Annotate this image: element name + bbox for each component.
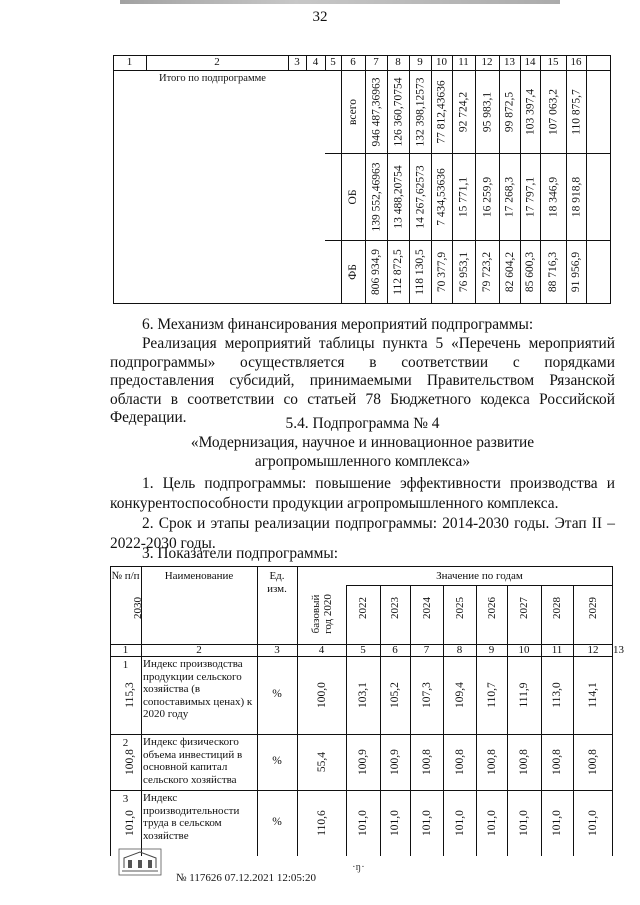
indicator-value: 55,4 (315, 751, 328, 773)
column-number: 13 (613, 644, 624, 656)
table-col-line (380, 585, 381, 856)
table-col-line (476, 585, 477, 856)
table-col-line (499, 55, 500, 304)
funding-value: 7 434,53636 (435, 167, 448, 226)
page-number: 32 (312, 9, 328, 25)
funding-value: 70 377,9 (435, 251, 448, 293)
table-col-line (507, 585, 508, 856)
section-6-body: Реализация мероприятий таблицы пункта 5 «Перечень мероприятий подпрограммы» осуществляется в соответствии с порядками предоставления субсидий, принимаемыми Правительством Рязанской области в соответствии со статьей 78 Бюджетного кодекса Российской Федерации. (110, 335, 615, 427)
row-number: 2 (122, 737, 129, 749)
table-col-line (541, 585, 542, 856)
terms-paragraph: 2. Срок и этапы реализации подпрограммы: 2014-2030 годы. Этап II – 2022-2030 годы. (110, 515, 615, 552)
funding-value: 118 130,5 (414, 249, 426, 295)
column-number: 8 (456, 644, 463, 656)
funding-value: 99 872,5 (503, 91, 516, 132)
funding-value: 112 872,5 (392, 249, 404, 295)
column-number: 12 (587, 644, 599, 656)
indicator-value: 100,9 (357, 749, 369, 775)
year-header: 2030 (132, 597, 144, 619)
year-header: 2023 (389, 597, 401, 619)
funding-value: 76 953,1 (457, 251, 470, 293)
table-col-line (586, 55, 587, 304)
scan-edge (120, 0, 560, 4)
indicator-value: 101,0 (389, 810, 401, 836)
funding-value: 17 797,1 (524, 176, 536, 217)
table-row-line (110, 790, 613, 791)
funding-value: 139 552,46963 (370, 162, 382, 231)
table-col-line (520, 55, 521, 304)
table-col-line (566, 55, 567, 304)
funding-value: 88 716,3 (547, 251, 559, 293)
section-subtitle: «Модернизация, научное и инновационное развитие агропромышленного комплекса» (190, 434, 535, 470)
table-col-line (573, 585, 574, 856)
indicator-value: 101,0 (357, 810, 369, 836)
indicator-value: 107,3 (420, 682, 433, 708)
goal-paragraph: 1. Цель подпрограммы: повышение эффективности производства и конкурентоспособности продукции агропромышленного комплекса. (110, 475, 615, 512)
table-col-line (257, 566, 258, 856)
indicator-value: 110,7 (485, 682, 498, 708)
funding-source-label: ОБ (347, 189, 359, 204)
funding-value: 946 487,36963 (370, 77, 382, 146)
column-number: 5 (360, 644, 366, 656)
funding-value: 17 268,3 (503, 176, 516, 217)
funding-value: 132 398,12573 (414, 77, 426, 146)
header-number: № п/п (111, 570, 140, 582)
indicator-value: 103,1 (357, 682, 369, 708)
column-number-header: 16 (570, 56, 582, 68)
funding-value: 126 360,70754 (392, 77, 404, 146)
funding-value: 18 346,9 (547, 176, 559, 217)
unit-value: % (272, 816, 282, 828)
funding-value: 107 063,2 (547, 88, 559, 135)
table-row-line (325, 153, 611, 154)
year-header: 2028 (551, 597, 563, 619)
table-col-line (475, 55, 476, 304)
scan-mark: ·ŋ· (352, 861, 365, 873)
indicator-value: 115,3 (124, 682, 136, 708)
table-col-line (346, 585, 347, 856)
indicator-value: 101,0 (587, 810, 599, 836)
column-number-header: 11 (458, 56, 469, 68)
section-title: 5.4. Подпрограмма № 4 (285, 415, 440, 432)
funding-value: 92 724,2 (457, 91, 470, 132)
column-number-header: 9 (417, 56, 423, 68)
funding-value: 85 600,3 (524, 251, 536, 293)
table-col-line (341, 55, 342, 304)
indicator-value: 101,0 (551, 810, 563, 836)
column-number-header: 8 (395, 56, 401, 68)
unit-value: % (272, 755, 282, 767)
indicator-value: 101,0 (518, 810, 530, 836)
indicator-value: 100,9 (389, 749, 401, 775)
table-col-line (410, 585, 411, 856)
table-row-line (110, 656, 613, 657)
header-values: Значение по годам (436, 570, 523, 582)
row-number: 1 (122, 659, 129, 671)
table-col-line (409, 55, 410, 304)
indicator-name: Индекс производства продукции сельского хозяйства (в сопоставимых ценах) к 2020 году (143, 658, 253, 720)
column-number-header: 3 (294, 56, 300, 68)
indicator-value: 101,0 (420, 810, 433, 836)
column-number: 4 (318, 644, 325, 656)
column-number: 2 (196, 644, 202, 656)
funding-value: 79 723,2 (481, 251, 493, 293)
column-number: 1 (122, 644, 129, 656)
year-header: 2027 (518, 597, 530, 619)
table-col-line (297, 566, 298, 856)
registration-stamp: № 117626 07.12.2021 12:05:20 (176, 872, 316, 884)
year-header: 2029 (587, 597, 599, 619)
table-col-line (540, 55, 541, 304)
indicator-value: 100,8 (420, 749, 433, 775)
column-number: 9 (488, 644, 495, 656)
column-number-header: 14 (524, 56, 536, 68)
indicator-value: 111,9 (518, 682, 530, 708)
funding-value: 95 983,1 (481, 91, 493, 132)
indicator-value: 101,0 (124, 810, 136, 836)
funding-value: 13 488,20754 (392, 164, 404, 229)
column-number: 6 (392, 644, 398, 656)
funding-value: 91 956,9 (570, 251, 582, 293)
indicator-value: 110,6 (315, 810, 328, 836)
table-row-line (110, 734, 613, 735)
indicator-value: 100,0 (315, 682, 328, 708)
column-number: 10 (518, 644, 530, 656)
funding-value: 103 397,4 (524, 88, 536, 135)
indicator-value: 101,0 (485, 810, 498, 836)
column-number: 3 (274, 644, 280, 656)
stamp-logo (118, 848, 162, 876)
column-number-header: 2 (214, 56, 220, 68)
table-col-line (387, 55, 388, 304)
indicator-value: 100,8 (124, 749, 136, 775)
column-number: 7 (423, 644, 430, 656)
column-number-header: 12 (481, 56, 493, 68)
column-number-header: 1 (126, 56, 133, 68)
unit-value: % (272, 688, 282, 700)
table-col-line (365, 55, 366, 304)
indicator-value: 100,8 (551, 749, 563, 775)
year-header: 2022 (357, 597, 369, 619)
funding-value: 18 918,8 (570, 176, 582, 217)
indicator-value: 101,0 (453, 810, 466, 836)
funding-value: 14 267,62573 (414, 164, 426, 229)
indicator-value: 109,4 (453, 682, 466, 708)
table-header-line (113, 70, 611, 71)
funding-value: 77 812,43636 (435, 79, 448, 144)
indicators-heading: 3. Показатели подпрограммы: (142, 545, 338, 562)
column-number-header: 7 (373, 56, 379, 68)
table-col-line (452, 55, 453, 304)
indicator-value: 100,8 (587, 749, 599, 775)
header-unit: Ед. изм. (267, 570, 287, 595)
indicator-value: 114,1 (587, 682, 599, 708)
header-name: Наименование (164, 570, 234, 582)
column-number-header: 5 (330, 56, 336, 68)
indicators-table (110, 566, 624, 856)
column-number: 11 (551, 644, 563, 656)
indicator-value: 100,8 (453, 749, 466, 775)
indicator-value: 100,8 (518, 749, 530, 775)
funding-value: 806 934,9 (370, 249, 382, 295)
indicator-name: Индекс производительности труда в сельском хозяйстве (143, 792, 240, 842)
year-header: базовый год 2020 (309, 594, 334, 634)
funding-value: 110 875,7 (570, 88, 582, 135)
funding-source-label: всего (347, 98, 359, 125)
subprogram-totals-table (113, 55, 611, 304)
indicator-value: 105,2 (389, 682, 401, 708)
year-header: 2026 (485, 597, 498, 619)
column-number-header: 13 (504, 56, 515, 68)
row-label-total: Итого по подпрограмме (159, 73, 266, 84)
funding-value: 82 604,2 (503, 251, 516, 293)
indicator-value: 100,8 (485, 749, 498, 775)
indicator-name: Индекс физического объема инвестиций в основной капитал сельского хозяйства (143, 736, 243, 786)
year-header: 2025 (453, 597, 466, 619)
table-row-line (325, 240, 611, 241)
table-col-line (431, 55, 432, 304)
funding-source-label: ФБ (347, 264, 359, 280)
column-number-header: 4 (312, 56, 319, 68)
column-number-header: 6 (350, 56, 356, 68)
funding-value: 16 259,9 (481, 176, 493, 217)
column-number-header: 10 (436, 56, 447, 68)
column-number-header: 15 (547, 56, 559, 68)
year-header: 2024 (420, 597, 433, 619)
row-number: 3 (122, 793, 129, 805)
indicator-value: 113,0 (551, 682, 563, 708)
table-col-line (443, 585, 444, 856)
section-6-title: 6. Механизм финансирования мероприятий подпрограммы: (142, 316, 534, 333)
funding-value: 15 771,1 (457, 176, 470, 217)
